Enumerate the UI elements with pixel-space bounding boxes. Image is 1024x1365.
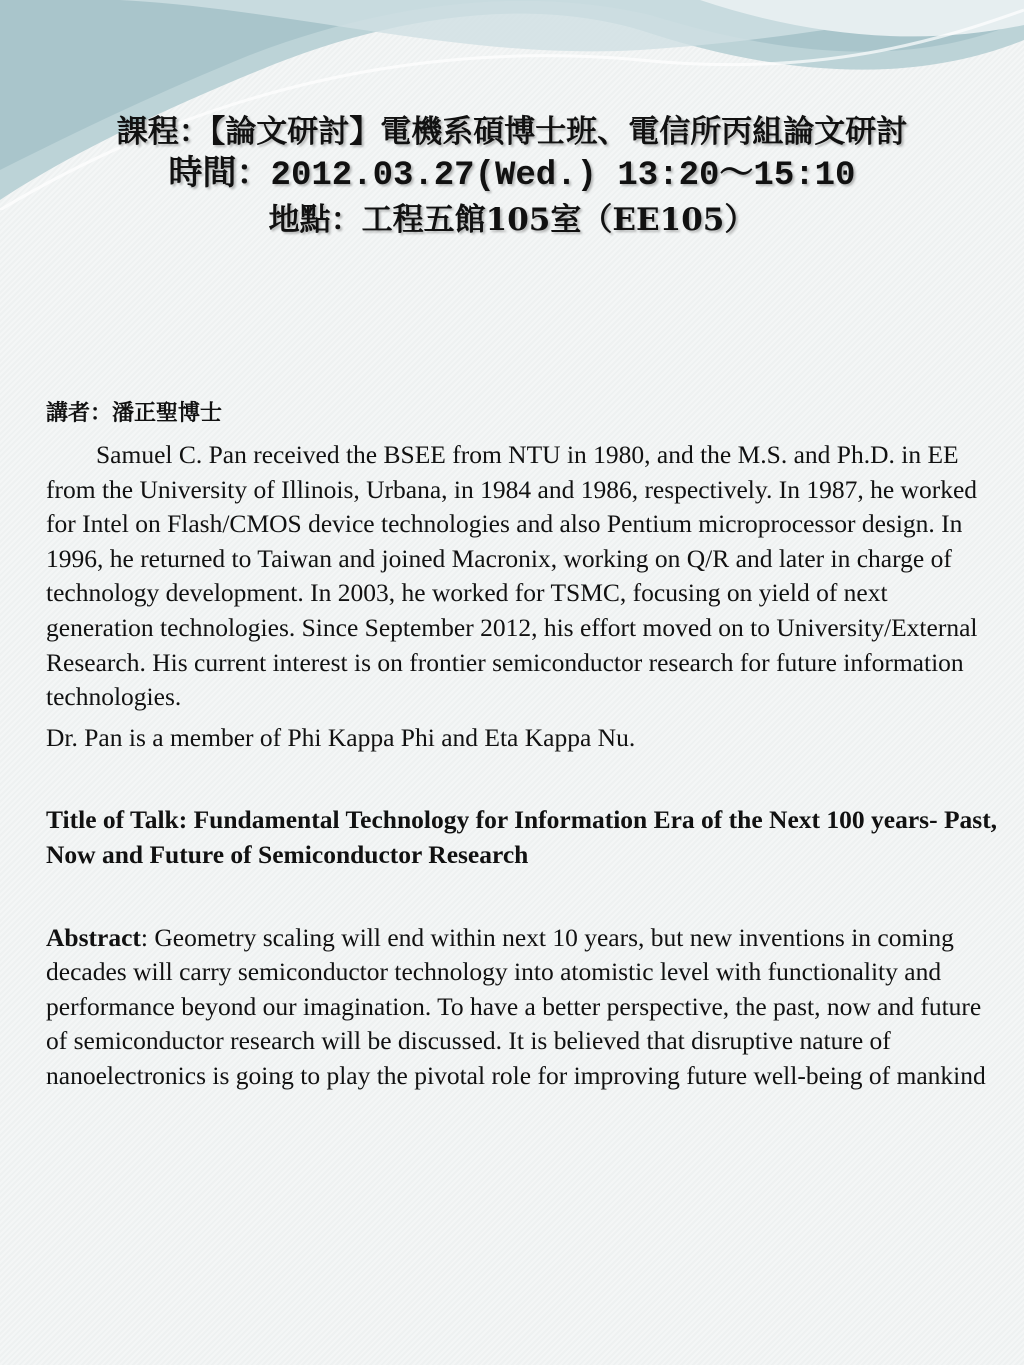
place-line: 地點：工程五館105室（EE105）: [268, 202, 756, 238]
abstract-label: Abstract: [46, 922, 141, 952]
abstract-paragraph: [46, 921, 1001, 1094]
main-content: [46, 398, 1001, 1094]
talk-title: Title of Talk: Fundamental Technology for Information Era of the Next 100 years- Past, Now and Future of Semiconductor Research: [46, 805, 998, 869]
abstract-text: : Geometry scaling will end within next 10 years, but new inventions in coming decades will carry semiconductor technology into atomistic level with functionality and performance beyond our imagination. To have a better perspective, the past, now and future of semiconductor research will be discussed. It is believed that disruptive nature of nanoelectronics is going to play the pivotal role for improving future well-being of mankind: [46, 922, 986, 1090]
course-line: 課程：【論文研討】電機系碩博士班、電信所丙組論文研討: [116, 114, 908, 150]
time-line: 時間：2012.03.27(Wed.) 13:20～15:10: [168, 157, 856, 195]
announcement-header: [30, 110, 994, 242]
speaker-bio: Samuel C. Pan received the BSEE from NTU in 1980, and the M.S. and Ph.D. in EE from the University of Illinois, Urbana, in 1984 and 1986, respectively. In 1987, he worked for Intel on Flash/CMOS device technologies and also Pentium microprocessor design. In 1996, he returned to Taiwan and joined Macronix, working on Q/R and later in charge of technology development. In 2003, he worked for TSMC, focusing on yield of next generation technologies. Since September 2012, his effort moved on to University/External Research. His current interest is on frontier semiconductor research for future information technologies.: [46, 440, 978, 712]
speaker-membership: Dr. Pan is a member of Phi Kappa Phi and Eta Kappa Nu.: [46, 722, 636, 752]
speaker-label: 講者：潘正聖博士: [46, 400, 223, 426]
